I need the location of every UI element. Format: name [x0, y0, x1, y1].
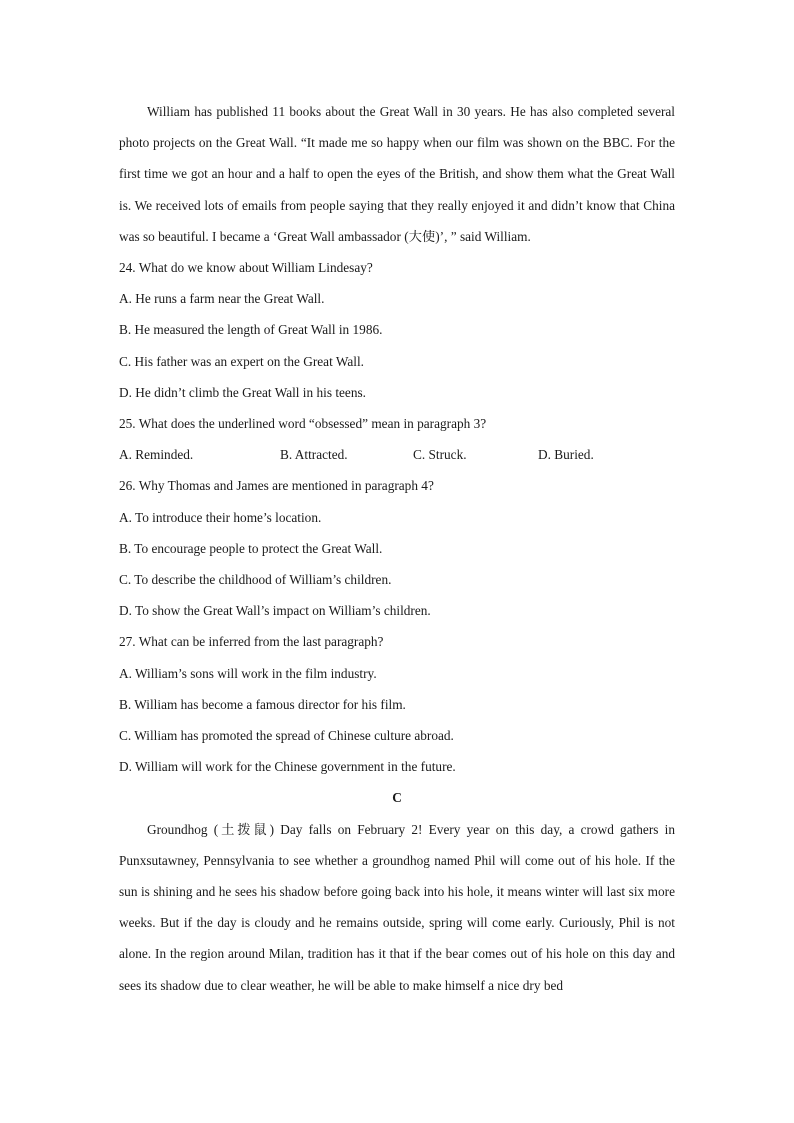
option-a: A. Reminded. — [119, 447, 194, 463]
question-stem: 25. What does the underlined word “obsessed” mean in paragraph 3? — [119, 416, 487, 432]
option-d: D. Buried. — [538, 447, 594, 463]
question-27 — [119, 626, 675, 782]
option-a: A. He runs a farm near the Great Wall. — [119, 291, 325, 307]
option-a: A. William’s sons will work in the film industry. — [119, 665, 377, 681]
option-d: D. To show the Great Wall’s impact on William’s children. — [119, 603, 431, 619]
passage-c-first-paragraph: Groundhog (土拨鼠) Day falls on February 2! Every year on this day, a crowd gathers in Punxsutawney, Pennsylvania to see whether a groundhog named Phil will come out of his hole. If the sun is shining and he sees his shadow before going back into his hole, it means winter will last six more weeks. But if the day is cloudy and he remains outside, spring will come early. Curiously, Phil is not alone. In the region around Milan, tradition has it that if the bear comes out of his hole on this day and sees its shadow due to clear weather, he will be able to make himself a nice dry bed — [119, 821, 675, 993]
option-d: D. William will work for the Chinese government in the future. — [119, 759, 456, 775]
option-c: C. William has promoted the spread of Chinese culture abroad. — [119, 728, 454, 744]
option-d: D. He didn’t climb the Great Wall in his teens. — [119, 384, 366, 400]
options-row — [119, 439, 675, 470]
section-heading: C — [392, 790, 402, 806]
question-stem: 24. What do we know about William Lindesay? — [119, 260, 373, 276]
option-b: B. Attracted. — [280, 447, 348, 463]
passage-b-final-paragraph: William has published 11 books about the Great Wall in 30 years. He has also completed several photo projects on the Great Wall. “It made me so happy when our film was shown on the BBC. For the first time we got an hour and a half to open the eyes of the British, and show them what the Great Wall is. We received lots of emails from people saying that they really enjoyed it and didn’t know that China was so beautiful. I became a ‘Great Wall ambassador (大使)’, ” said William. — [119, 104, 675, 244]
option-a: A. To introduce their home’s location. — [119, 509, 322, 525]
option-c: C. His father was an expert on the Great Wall. — [119, 353, 364, 369]
option-b: B. He measured the length of Great Wall in 1986. — [119, 322, 383, 338]
option-c: C. Struck. — [413, 447, 467, 463]
option-c: C. To describe the childhood of William’s children. — [119, 572, 392, 588]
option-b: B. To encourage people to protect the Great Wall. — [119, 540, 383, 556]
question-24 — [119, 252, 675, 408]
question-26 — [119, 470, 675, 626]
question-stem: 26. Why Thomas and James are mentioned in paragraph 4? — [119, 478, 434, 494]
question-25 — [119, 408, 675, 470]
page-content — [119, 96, 675, 1001]
option-b: B. William has become a famous director for his film. — [119, 696, 406, 712]
question-stem: 27. What can be inferred from the last paragraph? — [119, 634, 384, 650]
